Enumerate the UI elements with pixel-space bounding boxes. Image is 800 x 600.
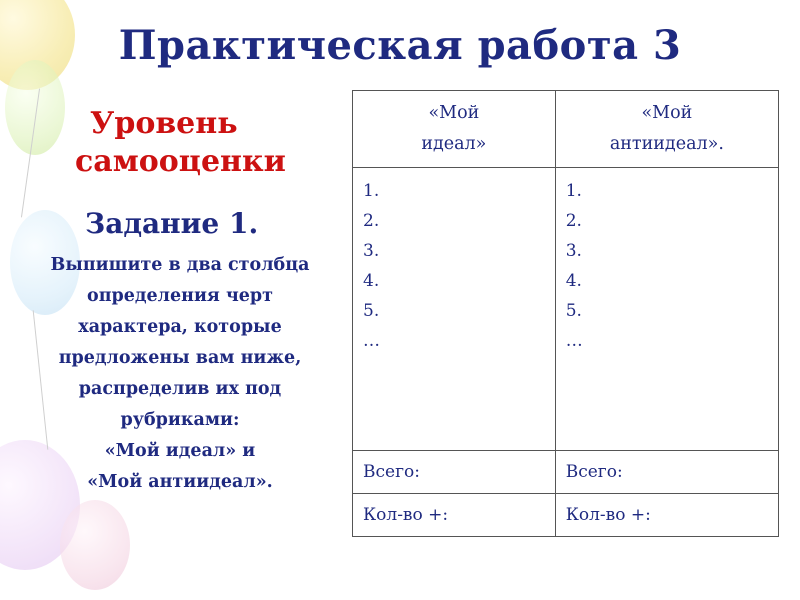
task-line: характера, которые xyxy=(78,317,282,337)
task-line: «Мой идеал» и xyxy=(104,441,256,461)
task-line: определения черт xyxy=(87,286,273,306)
header-line: антиидеал». xyxy=(609,134,724,154)
list-item: … xyxy=(565,331,583,351)
task-description xyxy=(15,105,345,498)
section-heading xyxy=(75,105,345,181)
list-item: 3. xyxy=(565,241,582,261)
list-item: … xyxy=(363,331,380,351)
list-item: 1. xyxy=(363,181,380,201)
antiideal-list-cell xyxy=(555,168,778,451)
list-item: 2. xyxy=(363,211,380,231)
list-item: 4. xyxy=(363,271,380,291)
table-row xyxy=(353,494,779,537)
task-title: Задание 1. xyxy=(85,207,259,240)
balloon-decoration xyxy=(60,500,130,590)
count-cell: Кол-во +: xyxy=(555,494,778,537)
header-line: «Мой xyxy=(428,103,480,123)
header-line: «Мой xyxy=(641,103,693,123)
list-item: 1. xyxy=(565,181,582,201)
total-cell: Всего: xyxy=(555,451,778,494)
slide-title: Практическая работа 3 xyxy=(118,22,682,69)
task-line: предложены вам ниже, xyxy=(58,348,302,368)
list-item: 4. xyxy=(565,271,582,291)
task-line: «Мой антиидеал». xyxy=(87,472,273,492)
ideal-list-cell xyxy=(353,168,556,451)
table-row xyxy=(353,168,779,451)
task-instructions xyxy=(15,250,345,498)
task-line: рубриками: xyxy=(120,410,240,430)
heading-line: самооценки xyxy=(75,144,286,179)
count-cell: Кол-во +: xyxy=(353,494,556,537)
list-item: 5. xyxy=(565,301,582,321)
task-line: распределив их под xyxy=(78,379,282,399)
table-header-row xyxy=(353,91,779,168)
column-header-ideal xyxy=(353,91,556,168)
list-item: 3. xyxy=(363,241,380,261)
header-line: идеал» xyxy=(421,134,487,154)
list-item: 5. xyxy=(363,301,380,321)
total-cell: Всего: xyxy=(353,451,556,494)
column-header-antiideal xyxy=(555,91,778,168)
ideal-antiideal-table xyxy=(352,90,779,537)
task-line: Выпишите в два столбца xyxy=(50,255,310,275)
heading-line: Уровень xyxy=(90,106,238,141)
list-item: 2. xyxy=(565,211,582,231)
table-row xyxy=(353,451,779,494)
